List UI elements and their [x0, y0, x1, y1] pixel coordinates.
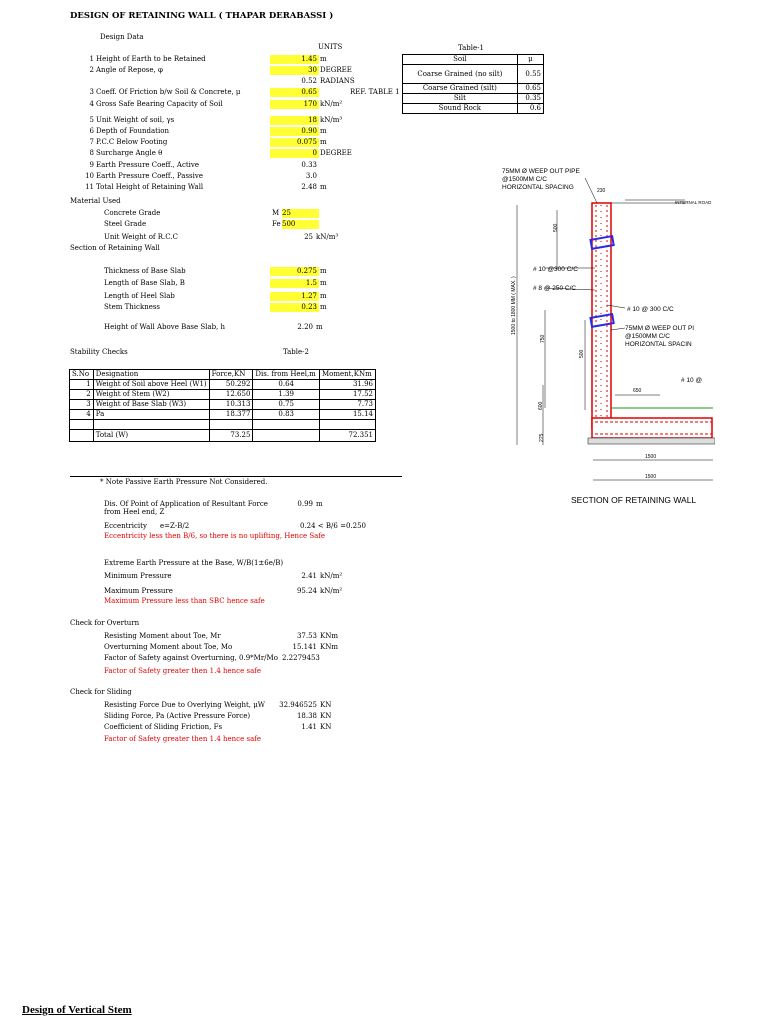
- table1-cell: Sound Rock: [403, 104, 518, 114]
- sliding-item-unit: KN: [320, 723, 332, 731]
- input-unit: kN/m³: [320, 116, 343, 124]
- table2-row: [70, 410, 376, 420]
- overturn-item-label: Resisting Moment about Toe, Mr: [104, 632, 221, 640]
- dim-500-lower: 500: [579, 349, 585, 358]
- table2-cell: Weight of Soil above Heel (W1): [93, 380, 209, 390]
- ecc-value: 0.24 < B/6 =0.250: [300, 522, 366, 530]
- section-value: 1.5: [270, 279, 319, 288]
- input-label: Height of Earth to be Retained: [96, 55, 206, 63]
- section-unit: m: [320, 303, 327, 311]
- min-pressure-value: 2.41: [301, 572, 317, 580]
- overturn-label: Check for Overturn: [70, 619, 140, 627]
- dim-height: 1500 to 1800 MM ( MAX. ): [511, 276, 517, 335]
- dim-top: 230: [597, 188, 606, 194]
- dim-1500: 1500: [645, 454, 657, 460]
- overturn-item-value: 15.141: [292, 643, 317, 651]
- input-value: 0.075: [270, 138, 319, 147]
- table2-cell: 50.292: [209, 380, 253, 390]
- table2-header-cell: S.No: [70, 370, 94, 380]
- input-number: 2: [89, 66, 94, 74]
- table2-row: [70, 380, 376, 390]
- table2-cell: 0.75: [253, 400, 320, 410]
- overturn-item-unit: KNm: [320, 643, 338, 651]
- material-label: Concrete Grade: [104, 209, 161, 217]
- table1-cell: Coarse Grained (silt): [403, 84, 518, 94]
- section-label: Thickness of Base Slab: [104, 267, 186, 275]
- sliding-item-unit: KN: [320, 701, 332, 709]
- max-pressure-value: 95.24: [296, 587, 317, 595]
- table2-cell: Weight of Base Slab (W3): [93, 400, 209, 410]
- dist-value: 0.99: [297, 500, 313, 508]
- table2-cell: 2: [70, 390, 94, 400]
- section-unit: m: [320, 267, 327, 275]
- dist-unit: m: [316, 500, 323, 508]
- sliding-item-label: Coefficient of Sliding Friction, Fs: [104, 723, 223, 731]
- table2-cell: 73.25: [209, 430, 253, 442]
- material-prefix: M: [272, 209, 280, 217]
- input-value: 0.65: [270, 88, 319, 97]
- table2-row: [70, 400, 376, 410]
- weep-note-1: 75MM Ø WEEP OUT PIPE: [502, 168, 580, 175]
- material-label: Material Used: [70, 197, 121, 205]
- input-number: 1: [89, 55, 94, 63]
- table2-cell: [253, 430, 320, 442]
- retaining-wall-section-drawing: [485, 160, 715, 510]
- table2-cell: 0.64: [253, 380, 320, 390]
- input-number: 8: [89, 149, 94, 157]
- sliding-item-label: Resisting Force Due to Overlying Weight, μW: [104, 701, 265, 709]
- input-value: 0: [270, 149, 319, 158]
- section-label: Length of Heel Slab: [104, 292, 175, 300]
- table1-row: [403, 84, 544, 94]
- rebar-label-1: # 10 @300 C/C: [533, 266, 578, 273]
- table1-caption: Table-1: [458, 44, 484, 52]
- road-label: INTERNAL ROAD: [675, 200, 712, 205]
- table1-header-cell: μ: [517, 55, 543, 65]
- rebar-label-3: # 10 @ 300 C/C: [627, 306, 674, 313]
- input-value: 1.45: [270, 55, 319, 64]
- table1-cell: Coarse Grained (no silt): [403, 65, 518, 84]
- table1-row: [403, 65, 544, 84]
- table2-header-cell: Designation: [93, 370, 209, 380]
- table2-cell: [209, 420, 253, 430]
- table2-cell: [70, 420, 94, 430]
- table1-row: [403, 94, 544, 104]
- max-pressure-unit: kN/m²: [320, 587, 343, 595]
- sliding-item-value: 32.946525: [279, 701, 317, 709]
- input-label: Angle of Repose, φ: [96, 66, 163, 74]
- dim-500: 500: [553, 223, 559, 232]
- overturn-item-label: Factor of Safety against Overturning, 0.9*Mr/Mo: [104, 654, 278, 662]
- height-above-label: Height of Wall Above Base Slab, h: [104, 323, 226, 331]
- table2-cell: 1: [70, 380, 94, 390]
- input-value: 170: [270, 100, 319, 109]
- input-number: 4: [89, 100, 94, 108]
- weep-note-2: 75MM Ø WEEP OUT PI: [625, 325, 695, 332]
- table2-cell: 3: [70, 400, 94, 410]
- rcc-weight-label: Unit Weight of R.C.C: [104, 233, 178, 241]
- section-label: Length of Base Slab, B: [104, 279, 185, 287]
- ecc-message: Eccentricity less then B/6, so there is no uplifting, Hence Safe: [104, 532, 326, 540]
- input-label: Unit Weight of soil, γs: [96, 116, 175, 124]
- input-label: P.C.C Below Footing: [96, 138, 168, 146]
- base-slab: [592, 418, 712, 438]
- section-value: 0.23: [270, 303, 319, 312]
- sliding-item-value: 1.41: [301, 723, 317, 731]
- input-unit: m: [320, 127, 327, 135]
- table2-cell: Total (W): [93, 430, 209, 442]
- drawing-caption: SECTION OF RETAINING WALL: [571, 495, 697, 505]
- material-label: Steel Grade: [104, 220, 147, 228]
- input-value: 18: [270, 116, 319, 125]
- extreme-pressure-label: Extreme Earth Pressure at the Base, W/B(1±6e/B): [104, 559, 284, 567]
- input-unit: kN/m²: [320, 100, 343, 108]
- input-label: Earth Pressure Coeff., Passive: [96, 172, 203, 180]
- section-unit: m: [320, 292, 327, 300]
- table2-header-cell: Moment,KNm: [320, 370, 376, 380]
- table2-cell: 12.650: [209, 390, 253, 400]
- input-reference: REF. TABLE 1: [350, 88, 400, 96]
- units-header: UNITS: [318, 43, 343, 51]
- input-number: 7: [89, 138, 94, 146]
- stability-label: Stability Checks: [70, 348, 128, 356]
- input-number: 9: [89, 161, 94, 169]
- table1-cell: Silt: [403, 94, 518, 104]
- overturn-item-value: 2.2279453: [282, 654, 320, 662]
- table1-cell: 0.35: [517, 94, 543, 104]
- table2-cell: 7.73: [320, 400, 376, 410]
- input-label: Surcharge Angle θ: [96, 149, 163, 157]
- input-number: 3: [89, 88, 94, 96]
- height-above-unit: m: [316, 323, 323, 331]
- height-above-value: 2.20: [297, 323, 313, 331]
- table2-caption: Table-2: [283, 348, 309, 356]
- bottom-section-title: Design of Vertical Stem: [22, 1004, 132, 1016]
- section-unit: m: [320, 279, 327, 287]
- page-title: DESIGN OF RETAINING WALL ( THAPAR DERABASSI ): [70, 11, 334, 21]
- table2-row: [70, 420, 376, 430]
- material-value: 500: [282, 220, 319, 229]
- input-unit: m: [320, 55, 327, 63]
- input-number: 6: [89, 127, 94, 135]
- table2-cell: 72.351: [320, 430, 376, 442]
- table2-cell: 15.14: [320, 410, 376, 420]
- overturn-item-label: Overturning Moment about Toe, Mo: [104, 643, 233, 651]
- sliding-message: Factor of Safety greater then 1.4 hence safe: [104, 735, 261, 743]
- dim-650: 650: [633, 388, 642, 394]
- divider: [70, 476, 402, 477]
- table2-header-cell: Force,KN: [209, 370, 253, 380]
- table2-cell: 18.377: [209, 410, 253, 420]
- table2-row: [70, 390, 376, 400]
- input-number: 5: [89, 116, 94, 124]
- sliding-item-value: 18.38: [296, 712, 317, 720]
- min-pressure-unit: kN/m²: [320, 572, 343, 580]
- table2-row: [70, 430, 376, 442]
- design-data-label: Design Data: [100, 33, 144, 41]
- pcc-layer: [588, 438, 715, 444]
- input-value: 2.48: [301, 183, 317, 191]
- dim-1500-b: 1500: [645, 474, 657, 480]
- table2-cell: 31.96: [320, 380, 376, 390]
- note-text: * Note Passive Earth Pressure Not Considered.: [100, 478, 268, 486]
- max-pressure-message: Maximum Pressure less than SBC hence safe: [104, 597, 265, 605]
- rebar-label-4: # 10 @: [681, 377, 703, 384]
- input-unit: DEGREE: [320, 149, 352, 157]
- overturn-item-value: 37.53: [296, 632, 317, 640]
- table2-cell: [320, 420, 376, 430]
- input-value: 3.0: [305, 172, 317, 180]
- weep-note-1c: HORIZONTAL SPACING: [502, 184, 574, 191]
- sliding-item-label: Sliding Force, Pa (Active Pressure Force): [104, 712, 251, 720]
- ecc-label: Eccentricity: [104, 522, 147, 530]
- max-pressure-label: Maximum Pressure: [104, 587, 173, 595]
- material-prefix: Fe: [272, 220, 281, 228]
- weep-note-2b: @1500MM C/C: [625, 333, 670, 340]
- ecc-formula: e=Z-B/2: [160, 522, 190, 530]
- input-label: Gross Safe Bearing Capacity of Soil: [96, 100, 223, 108]
- input-number: 10: [85, 172, 94, 180]
- section-value: 1.27: [270, 292, 319, 301]
- rcc-weight-unit: kN/m³: [316, 233, 339, 241]
- input-value: 0.52: [301, 77, 317, 85]
- table2-header-cell: Dis. from Heel,m: [253, 370, 320, 380]
- table1-cell: 0.65: [517, 84, 543, 94]
- dim-750: 750: [540, 334, 546, 343]
- section-value: 0.275: [270, 267, 319, 276]
- input-unit: m: [320, 138, 327, 146]
- input-number: 11: [85, 183, 94, 191]
- table1-header-cell: Soil: [403, 55, 518, 65]
- overturn-item-unit: KNm: [320, 632, 338, 640]
- table2-cell: 1.39: [253, 390, 320, 400]
- overturn-message: Factor of Safety greater then 1.4 hence safe: [104, 667, 261, 675]
- soil-friction-table: [402, 54, 544, 114]
- input-unit: DEGREE: [320, 66, 352, 74]
- input-label: Total Height of Retaining Wall: [96, 183, 204, 191]
- input-label: Depth of Foundation: [96, 127, 169, 135]
- input-value: 0.33: [301, 161, 317, 169]
- table2-cell: [70, 430, 94, 442]
- material-value: 25: [282, 209, 319, 218]
- table2-cell: 4: [70, 410, 94, 420]
- table2-cell: Weight of Stem (W2): [93, 390, 209, 400]
- sliding-item-unit: KN: [320, 712, 332, 720]
- dim-275: 275: [539, 433, 545, 442]
- table2-cell: [93, 420, 209, 430]
- table2-cell: Pa: [93, 410, 209, 420]
- table1-row: [403, 104, 544, 114]
- section-label: Stem Thickness: [104, 303, 161, 311]
- table2-cell: 10.313: [209, 400, 253, 410]
- input-label: Earth Pressure Coeff., Active: [96, 161, 200, 169]
- input-value: 30: [270, 66, 319, 75]
- table2-cell: 0.83: [253, 410, 320, 420]
- section-label: Section of Retaining Wall: [70, 244, 160, 252]
- weep-note-2c: HORIZONTAL SPACIN: [625, 341, 692, 348]
- rcc-weight-value: 25: [304, 233, 313, 241]
- input-unit: m: [320, 183, 327, 191]
- input-unit: RADIANS: [320, 77, 355, 85]
- input-value: 0.90: [270, 127, 319, 136]
- min-pressure-label: Minimum Pressure: [104, 572, 172, 580]
- dist-label-2: from Heel end, Z: [104, 508, 165, 516]
- table1-cell: 0.6: [517, 104, 543, 114]
- table2-cell: 17.52: [320, 390, 376, 400]
- weep-note-1b: @1500MM C/C: [502, 176, 547, 183]
- rebar-label-2: # 8 @ 250 C/C: [533, 285, 577, 292]
- dim-600: 600: [538, 401, 544, 410]
- stability-table: [69, 369, 376, 442]
- table1-cell: 0.55: [517, 65, 543, 84]
- dist-label: Dis. Of Point of Application of Resultant Force: [104, 500, 268, 508]
- input-label: Coeff. Of Friction b/w Soil & Concrete, μ: [96, 88, 241, 96]
- sliding-label: Check for Sliding: [70, 688, 132, 696]
- table2-cell: [253, 420, 320, 430]
